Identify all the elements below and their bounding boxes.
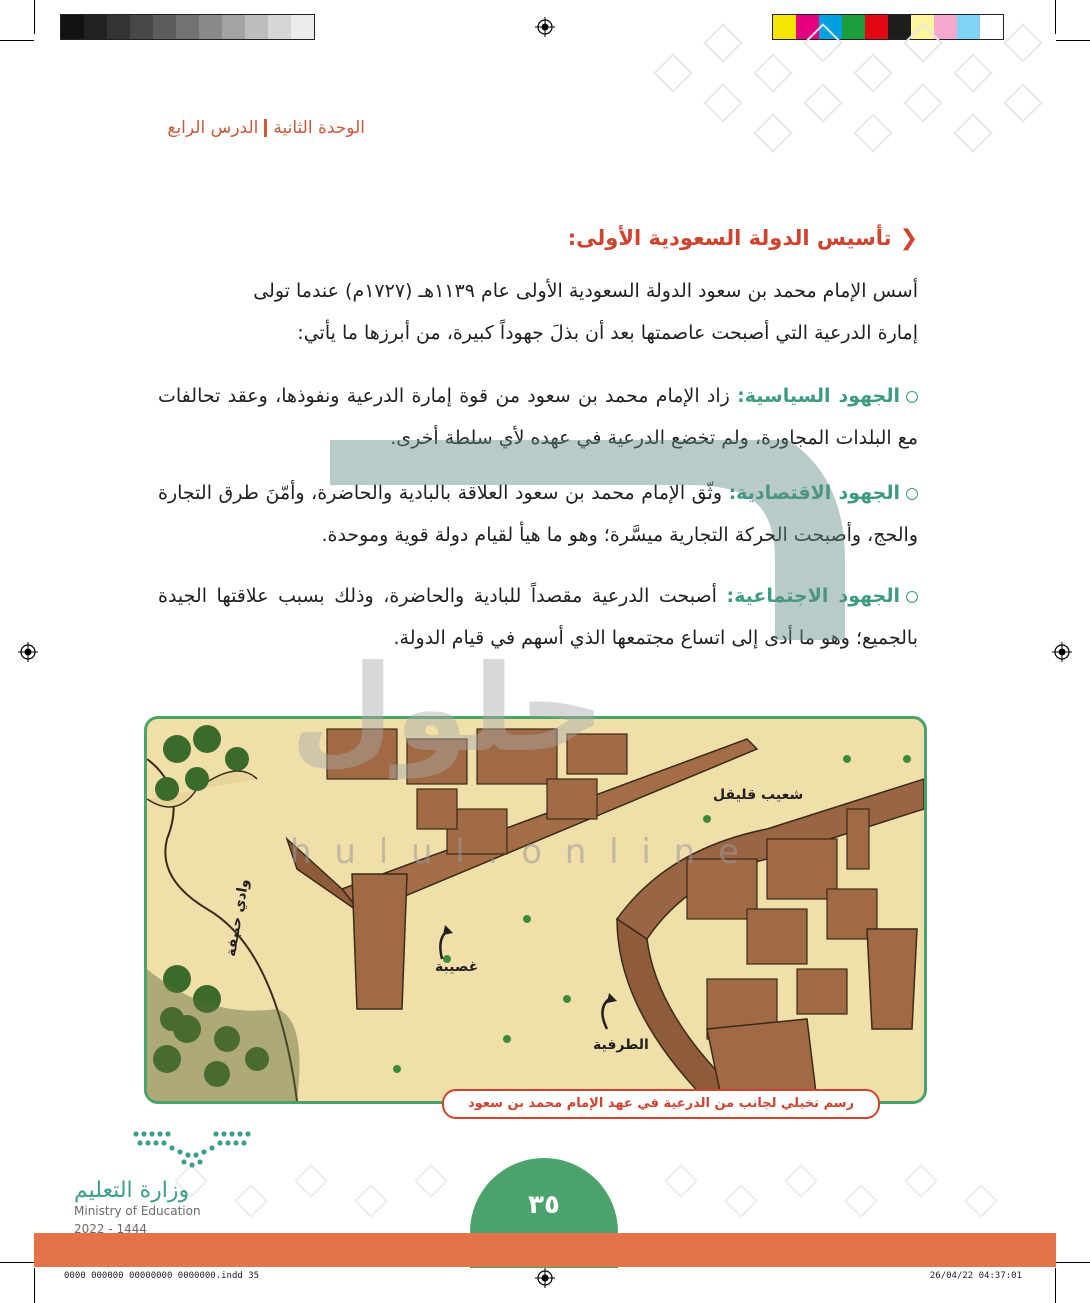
effort-text: زاد الإمام محمد بن سعود من قوة إمارة الدرعية ونفوذها، وعقد تحالفات مع البلدات المجاورة، ولم تخضع الدرعية في عهده لأي سلطة أخرى. [158,385,918,449]
unit-lesson-header [167,118,365,138]
unit-label: الوحدة الثانية [273,118,365,138]
crop-mark [34,0,35,34]
label-turaifa: الطرفية [593,1037,649,1053]
edition-year: 2022 - 1444 [74,1222,148,1236]
watermark-arabic: حلول [290,640,605,779]
crop-mark [34,1268,35,1303]
section-title-text: تأسيس الدولة السعودية الأولى: [567,226,892,250]
bullet-icon [906,391,918,403]
effort-label: الجهود السياسية: [737,385,901,407]
lesson-label: الدرس الرابع [167,118,259,138]
label-wadi: وادي حنيفة [223,877,253,958]
illustration-caption: رسم تخيلي لجانب من الدرعية في عهد الإمام محمد بن سعود [442,1089,880,1119]
chevron-left-icon: ❮ [899,226,918,251]
effort-label: الجهود الاجتماعية: [726,585,901,607]
label-ghusaiba: غصيبة [435,959,479,975]
ministry-name-arabic: وزارة التعليم [74,1178,190,1203]
crop-mark [1055,1268,1056,1303]
ministry-logo-icon [130,1128,252,1170]
effort-text: وثّق الإمام محمد بن سعود العلاقة بالبادية والحاضرة، وأمّنَ طرق التجارة والحج، وأصبحت الحركة التجارية ميسَّرة؛ وهو ما هيأ لقيام دولة قوية وموحدة. [158,482,918,546]
diriyah-illustration [144,716,927,1104]
intro-line: أسس الإمام محمد بن سعود الدولة السعودية الأولى عام ١١٣٩هـ (١٧٢٧م) عندما تولى [253,280,918,302]
watermark-latin: h u l u l . o n l i n e [290,832,745,872]
print-slug-file: 0000 000000 00000000 0000000.indd 35 [64,1271,260,1281]
intro-line: إمارة الدرعية التي أصبحت عاصمتها بعد أن بذلَ جهوداً كبيرة، من أبرزها ما يأتي: [297,322,918,344]
effort-economic [158,472,918,556]
effort-social [158,575,918,659]
registration-mark-icon [535,1268,555,1288]
registration-mark-icon [535,17,555,37]
label-shuaib: شعيب قليقل [713,787,804,803]
crop-mark [1056,1262,1090,1263]
registration-mark-icon [18,642,38,662]
effort-political [158,375,918,459]
footer-bar [34,1233,1056,1267]
registration-mark-icon [1052,642,1072,662]
bullet-icon [906,591,918,603]
bullet-icon [906,488,918,500]
page-number: ٣٥ [528,1190,560,1220]
section-title [568,226,918,251]
header-divider [264,119,267,137]
effort-label: الجهود الاقتصادية: [728,482,900,504]
print-slug-date: 26/04/22 04:37:01 [929,1271,1022,1281]
intro-paragraph [158,270,918,354]
diriyah-drawing [147,719,924,1101]
crop-mark [0,1262,34,1263]
crop-mark [0,40,34,41]
effort-text: أصبحت الدرعية مقصداً للبادية والحاضرة، وذلك بسبب علاقتها الجيدة بالجميع؛ وهو ما أدى إلى اتساع مجتمعها الذي أسهم في قيام الدولة. [158,585,918,649]
grayscale-color-bar [60,14,315,40]
ministry-name-english: Ministry of Education [74,1204,201,1218]
decorative-pattern [640,20,1080,190]
